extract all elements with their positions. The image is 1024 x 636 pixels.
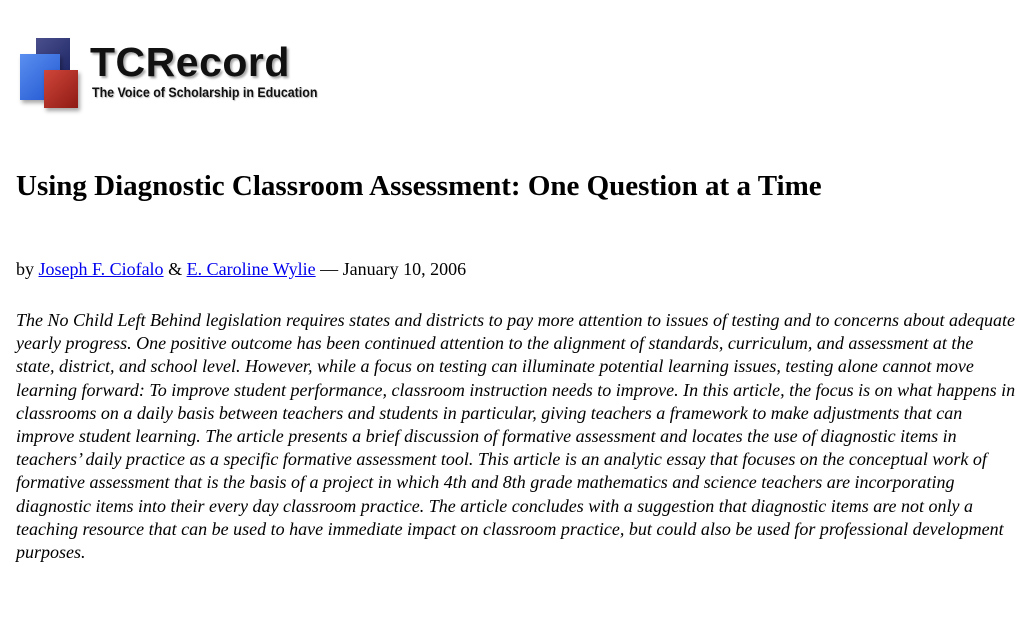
author-link-wylie[interactable]: E. Caroline Wylie	[186, 259, 316, 279]
article-date: January 10, 2006	[342, 259, 467, 279]
logo-name: TCRecord	[90, 39, 290, 85]
logo-squares-icon	[18, 36, 88, 116]
article-abstract: The No Child Left Behind legislation requires states and districts to pay more attention to issues of testing and to concerns about adequate yearly progress. One positive outcome has been continued attention to the alignment of standards, curriculum, and assessment at the state, district, and school level. However, while a focus on testing can illuminate potential learning issues, testing alone cannot move learning forward: To improve student performance, classroom instruction needs to improve. In this article, the focus is on what happens in classrooms on a daily basis between teachers and students in particular, giving teachers a framework to make adjustments that can improve student learning. The article presents a brief discussion of formative assessment and locates the use of diagnostic items in teachers’ daily practice as a specific formative assessment tool. This article is an analytic essay that focuses on the conceptual work of formative assessment that is the basis of a project in which 4th and 8th grade mathematics and science teachers are incorporating diagnostic items into their every day classroom practice. The article concludes with a suggestion that diagnostic items are not only a teaching resource that can be used to have immediate impact on classroom practice, but could also be used for professional development purposes.	[16, 310, 1016, 563]
logo-red-square	[44, 70, 78, 108]
byline-prefix: by	[16, 259, 34, 279]
author-link-ciofalo[interactable]: Joseph F. Ciofalo	[38, 259, 164, 279]
logo-tagline: The Voice of Scholarship in Education	[92, 85, 318, 100]
date-separator: —	[320, 259, 339, 279]
article-title: Using Diagnostic Classroom Assessment: One Question at a Time	[16, 170, 822, 202]
article-byline	[16, 259, 466, 280]
site-logo[interactable]	[18, 36, 338, 120]
author-separator: &	[168, 259, 183, 279]
